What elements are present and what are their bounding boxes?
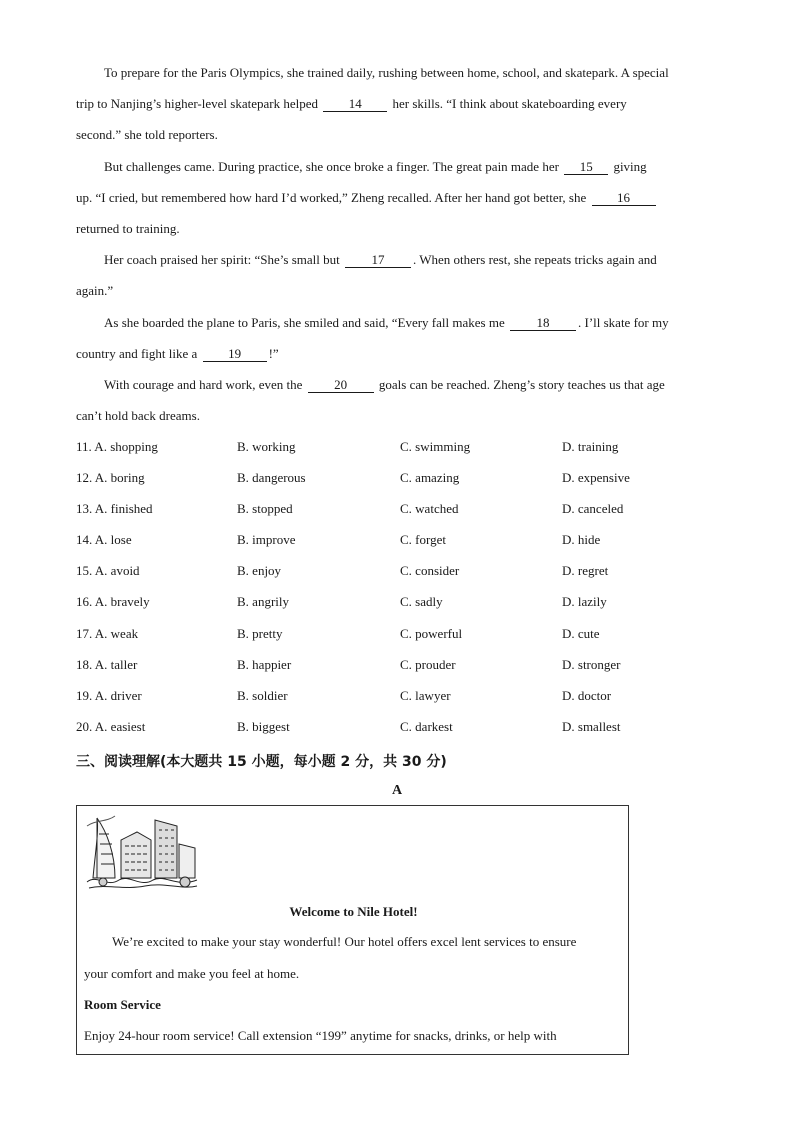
blank-20: 20 [308, 378, 374, 393]
p3-text-a: Her coach praised her spirit: “She’s small but [104, 252, 340, 267]
option-a: 16. A. bravely [76, 594, 150, 610]
option-row-20 [76, 719, 716, 750]
option-d: D. smallest [562, 718, 621, 734]
p3-text-b: . When others rest, she repeats tricks again and [413, 252, 657, 267]
option-c: C. lawyer [400, 687, 451, 703]
p1-line-1: To prepare for the Paris Olympics, she trained daily, rushing between home, school, and skatepark. A special [104, 65, 669, 80]
option-a: 12. A. boring [76, 470, 145, 486]
option-d: D. canceled [562, 501, 624, 517]
option-d: D. lazily [562, 594, 607, 610]
blank-18: 18 [510, 316, 576, 331]
paragraph-1 [76, 65, 716, 158]
option-a: 18. A. taller [76, 656, 138, 672]
option-d: D. doctor [562, 687, 612, 703]
option-row-16 [76, 594, 716, 625]
option-a: 11. A. shopping [76, 439, 158, 454]
blank-16: 16 [592, 191, 656, 206]
option-c: C. darkest [400, 718, 453, 734]
answer-options [76, 439, 716, 750]
option-b: B. pretty [237, 625, 283, 641]
p4-text-c: country and fight like a [76, 346, 198, 361]
option-b: B. happier [237, 656, 292, 672]
hotel-notice-box [76, 805, 629, 1055]
option-row-19 [76, 688, 716, 719]
blank-14: 14 [323, 97, 387, 112]
hotel-title: Welcome to Nile Hotel! [289, 904, 418, 919]
room-service-line-1: Enjoy 24-hour room service! Call extension “199” anytime for snacks, drinks, or help with [84, 1028, 557, 1043]
paragraph-4 [76, 315, 716, 377]
option-b: B. enjoy [237, 563, 282, 579]
paragraph-2 [76, 159, 716, 252]
p1-text-a: trip to Nanjing’s higher-level skatepark helped [76, 96, 318, 111]
p2-text-c: up. “I cried, but remembered how hard I’d worked,” Zheng recalled. After her hand got better, she [76, 190, 587, 205]
p4-text-a: As she boarded the plane to Paris, she smiled and said, “Every fall makes me [104, 315, 505, 330]
p2-text-b: giving [613, 159, 647, 174]
option-a: 13. A. finished [76, 501, 153, 517]
hotel-intro-line-1: We’re excited to make your stay wonderful! Our hotel offers excel lent services to ensure [112, 934, 577, 949]
blank-17: 17 [345, 253, 411, 268]
option-row-14 [76, 532, 716, 563]
blank-19: 19 [203, 347, 267, 362]
option-row-17 [76, 626, 716, 657]
p3-line-1 [76, 252, 716, 283]
option-a: 19. A. driver [76, 687, 142, 703]
p5-text-b: goals can be reached. Zheng’s story teaches us that age [378, 377, 665, 392]
option-b: B. working [237, 439, 296, 454]
option-b: B. soldier [237, 687, 288, 703]
hotel-illustration [85, 814, 200, 892]
p2-text-a: But challenges came. During practice, she once broke a finger. The great pain made her [104, 159, 559, 174]
option-c: C. powerful [400, 625, 463, 641]
p4-text-d: !” [268, 346, 279, 361]
option-a: 15. A. avoid [76, 563, 140, 579]
option-b: B. improve [237, 532, 296, 548]
option-b: B. stopped [237, 501, 293, 517]
option-d: D. cute [562, 625, 600, 641]
option-row-13 [76, 501, 716, 532]
p4-line-1 [76, 315, 716, 346]
paragraph-5 [76, 377, 716, 439]
p1-line-2 [76, 96, 716, 127]
option-c: C. watched [400, 501, 459, 517]
p5-line-1 [76, 377, 716, 408]
p2-line-1 [76, 159, 716, 190]
option-row-12 [76, 470, 716, 501]
option-d: D. regret [562, 563, 609, 579]
p1-text-b: her skills. “I think about skateboarding every [392, 96, 627, 111]
p4-line-2 [76, 346, 716, 377]
option-b: B. biggest [237, 718, 290, 734]
option-c: C. prouder [400, 656, 456, 672]
hotel-intro-line-2: your comfort and make you feel at home. [84, 966, 300, 981]
option-b: B. dangerous [237, 470, 306, 486]
p4-text-b: . I’ll skate for my [577, 315, 669, 330]
p2-line-2 [76, 190, 716, 221]
option-a: 17. A. weak [76, 625, 139, 641]
option-a: 20. A. easiest [76, 718, 146, 734]
p3-line-2: again.” [76, 283, 114, 298]
option-c: C. sadly [400, 594, 443, 610]
option-c: C. consider [400, 563, 460, 579]
paragraph-3 [76, 252, 716, 314]
blank-15: 15 [564, 160, 608, 175]
option-d: D. hide [562, 532, 601, 548]
option-d: D. stronger [562, 656, 621, 672]
option-c: C. amazing [400, 470, 460, 486]
option-d: D. training [562, 439, 619, 454]
p2-line-3: returned to training. [76, 221, 180, 236]
option-b: B. angrily [237, 594, 289, 610]
room-service-heading: Room Service [84, 997, 161, 1012]
option-row-11 [76, 439, 716, 470]
option-c: C. forget [400, 532, 446, 548]
section-heading: 三、阅读理解(本大题共 15 小题，每小题 2 分，共 30 分) [76, 754, 447, 770]
option-d: D. expensive [562, 470, 630, 486]
option-c: C. swimming [400, 439, 471, 454]
passage-letter: A [391, 783, 403, 798]
p5-text-a: With courage and hard work, even the [104, 377, 303, 392]
option-a: 14. A. lose [76, 532, 132, 548]
p1-line-3: second.” she told reporters. [76, 127, 218, 142]
p5-line-2: can’t hold back dreams. [76, 408, 200, 423]
option-row-15 [76, 563, 716, 594]
option-row-18 [76, 657, 716, 688]
